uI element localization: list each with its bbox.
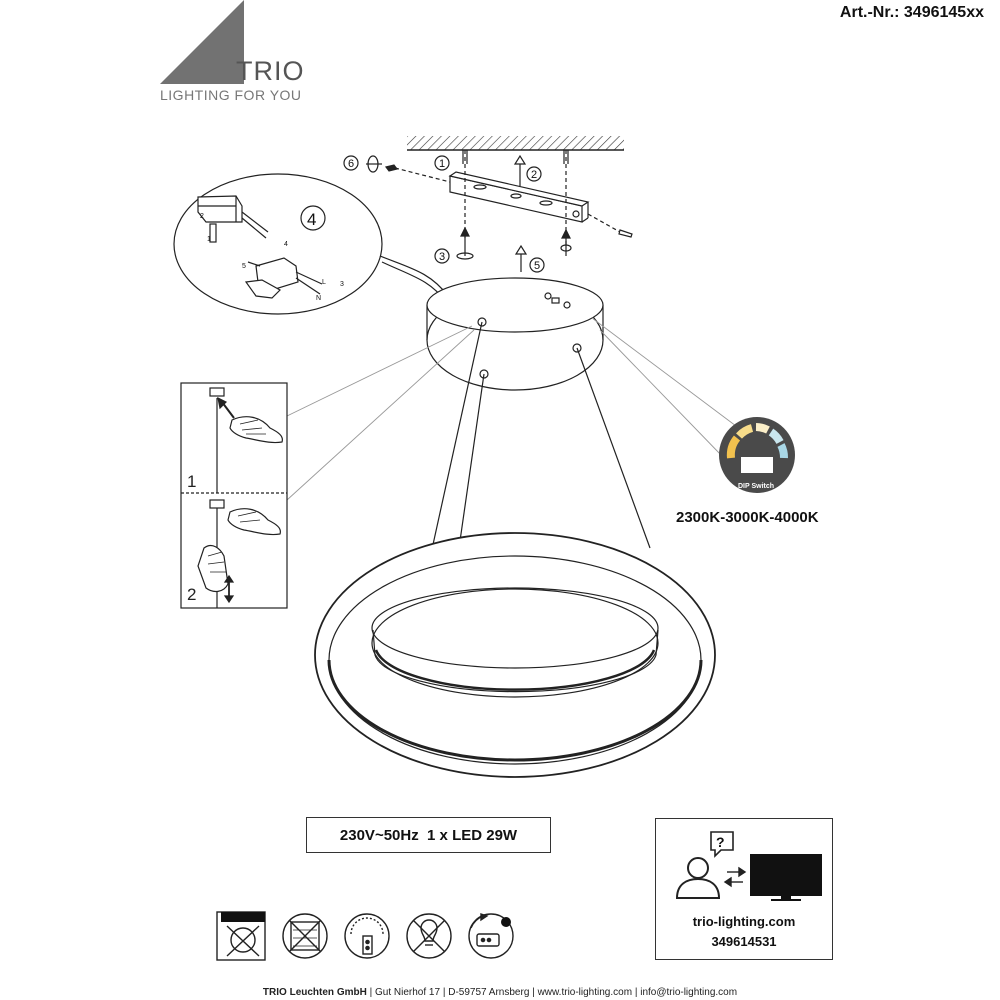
mounting-bracket xyxy=(366,150,632,272)
cable-adjust-panel xyxy=(181,383,287,608)
article-number: Art.-Nr.: 3496145xx xyxy=(839,4,984,21)
svg-text:5: 5 xyxy=(242,263,246,270)
svg-text:3: 3 xyxy=(439,251,446,263)
svg-text:4: 4 xyxy=(284,241,288,248)
footer xyxy=(0,987,1000,998)
bulb-not-replaceable-icon xyxy=(217,912,265,960)
cable-step-2: 2 xyxy=(187,585,197,604)
footer-email[interactable]: info@trio-lighting.com xyxy=(640,987,738,998)
footer-separator: | xyxy=(634,987,638,998)
spec-box xyxy=(306,817,551,853)
dip-switch-badge xyxy=(719,417,795,493)
svg-text:4: 4 xyxy=(307,210,317,229)
svg-text:6: 6 xyxy=(348,158,355,170)
footer-city: D-59757 Arnsberg xyxy=(448,987,530,998)
wiring-detail xyxy=(174,174,382,314)
brand-name: TRIO xyxy=(236,56,305,86)
svg-text:N: N xyxy=(316,295,322,302)
svg-text:3: 3 xyxy=(340,281,344,288)
remote-control-pairing-icon xyxy=(469,914,513,958)
svg-text:1: 1 xyxy=(207,236,211,243)
spec-text: 230V~50Hz 1 x LED 29W xyxy=(339,826,518,844)
remote-dimmer-icon xyxy=(345,914,389,958)
ceiling-graphic xyxy=(407,136,624,150)
brand-tagline: LIGHTING FOR YOU xyxy=(160,87,302,103)
svg-text:2: 2 xyxy=(531,169,538,181)
ring-luminaire xyxy=(315,533,715,777)
dip-switch-label: DIP Switch xyxy=(738,483,775,490)
canopy xyxy=(427,278,603,390)
svg-text:5: 5 xyxy=(534,260,541,272)
safety-icons-row xyxy=(213,908,523,964)
footer-web[interactable]: www.trio-lighting.com xyxy=(537,987,633,998)
footer-separator: | xyxy=(369,987,373,998)
svg-text:2: 2 xyxy=(200,213,204,220)
do-not-cover-icon xyxy=(283,914,327,958)
svg-text:?: ? xyxy=(716,834,725,850)
website-link[interactable]: trio-lighting.com xyxy=(692,914,796,929)
footer-separator: | xyxy=(532,987,535,998)
product-code: 349614531 xyxy=(711,934,777,949)
svg-text:1: 1 xyxy=(439,158,446,170)
footer-separator: | xyxy=(442,987,446,998)
footer-street: Gut Nierhof 17 xyxy=(375,987,441,998)
cable-step-1: 1 xyxy=(187,472,197,491)
no-bulb-disposal-icon xyxy=(407,914,451,958)
footer-company: TRIO Leuchten GmbH xyxy=(262,987,367,998)
svg-text:L: L xyxy=(322,279,326,286)
cct-range: 2300K-3000K-4000K xyxy=(676,509,819,526)
